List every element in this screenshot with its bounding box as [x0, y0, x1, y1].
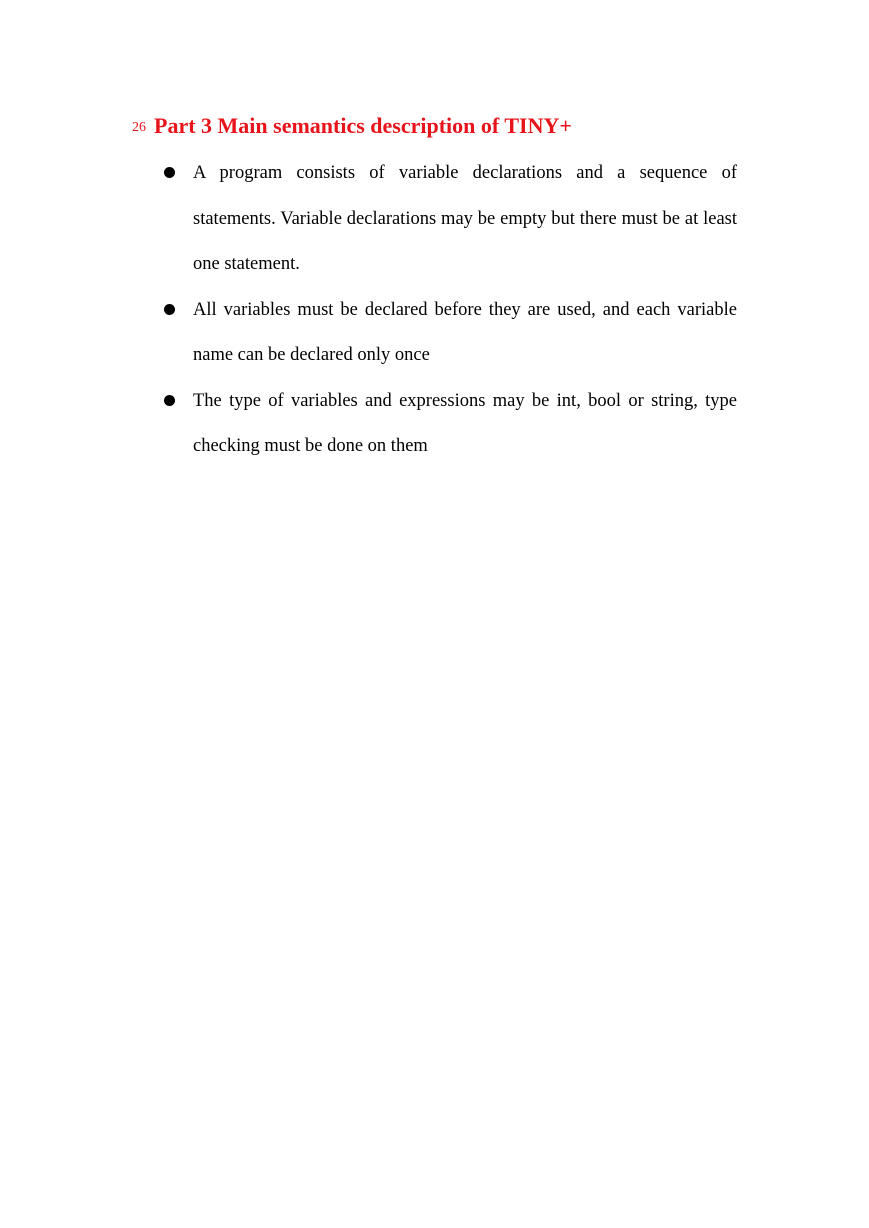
bullet-dot-icon: [164, 395, 175, 406]
section-heading: [132, 113, 572, 139]
bullet-dot-icon: [164, 167, 175, 178]
bullet-item: [160, 151, 737, 288]
bullet-dot-icon: [164, 304, 175, 315]
bullet-list: [160, 151, 737, 470]
page-number: 26: [132, 120, 146, 135]
section-title: Part 3 Main semantics description of TINY+: [154, 113, 572, 138]
bullet-text: All variables must be declared before they are used, and each variable name can be declared only once: [193, 299, 737, 365]
bullet-item: [160, 379, 737, 470]
bullet-text: A program consists of variable declarations and a sequence of statements. Variable declarations may be empty but there must be at least one statement.: [193, 163, 737, 274]
bullet-text: The type of variables and expressions may be int, bool or string, type checking must be done on them: [193, 390, 737, 456]
bullet-item: [160, 288, 737, 379]
